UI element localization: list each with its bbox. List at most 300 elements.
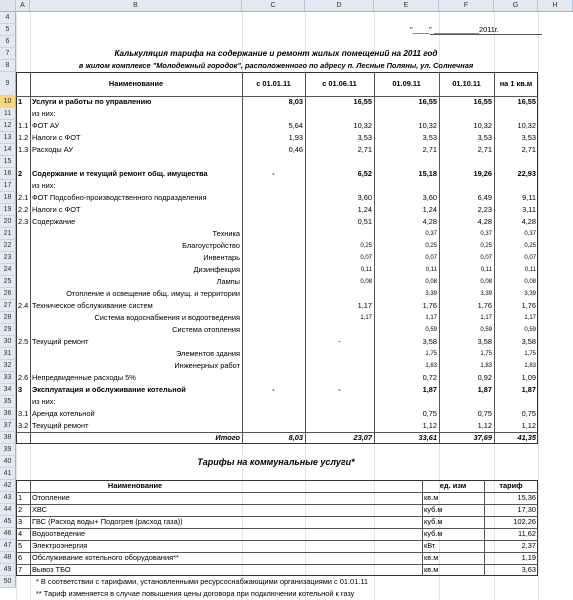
column-header-a[interactable]: A [16, 0, 30, 11]
value-cell-d[interactable]: 10,32 [353, 121, 372, 130]
value-cell-e[interactable]: 1,12 [422, 421, 437, 430]
value-cell-e[interactable]: 1,87 [422, 385, 437, 394]
value-cell-c[interactable]: - [272, 385, 275, 394]
value-cell-d[interactable]: - [338, 385, 341, 394]
row-name[interactable]: Текущий ремонт [32, 421, 89, 430]
value-cell-c[interactable] [242, 156, 305, 168]
tariff-index[interactable]: 1 [18, 493, 23, 502]
row-number[interactable]: 34 [0, 384, 16, 396]
value-cell-g[interactable]: 1,76 [521, 301, 536, 310]
row-index[interactable]: 2.3 [18, 217, 29, 226]
value-cell-e[interactable]: 0,11 [425, 267, 437, 273]
footnote-2[interactable]: ** Тариф изменяется в случае повышения цены договора при подключении котельной к газу [36, 589, 355, 598]
value-cell-g[interactable] [494, 156, 538, 168]
value-cell-d[interactable] [305, 180, 374, 192]
row-index[interactable] [16, 252, 30, 264]
value-cell-g[interactable]: 10,32 [517, 121, 536, 130]
value-cell-e[interactable]: 0,08 [425, 279, 437, 285]
value-cell-g[interactable]: 3,58 [521, 337, 536, 346]
tariff-unit[interactable]: кВт [424, 541, 436, 550]
value-cell-d[interactable]: - [338, 337, 341, 346]
row-name[interactable]: из них: [32, 397, 56, 406]
value-cell-g[interactable]: 0,07 [524, 255, 536, 261]
row-number[interactable]: 45 [0, 516, 16, 528]
row-number[interactable]: 33 [0, 372, 16, 384]
row-index[interactable]: 1.1 [18, 121, 29, 130]
value-cell-f[interactable] [439, 180, 494, 192]
row-number[interactable]: 18 [0, 192, 16, 204]
table1-header-col-g[interactable]: на 1 кв.м [499, 79, 533, 88]
tariff-value[interactable]: 15,36 [517, 493, 536, 502]
value-cell-e[interactable]: 10,32 [418, 121, 437, 130]
row-name[interactable]: Эксплуатация и обслуживание котельной [32, 385, 186, 394]
tariff-unit[interactable]: кв.м [424, 553, 439, 562]
row-number[interactable]: 49 [0, 564, 16, 576]
value-cell-g[interactable]: 3,11 [522, 205, 536, 214]
row-number[interactable]: 37 [0, 420, 16, 432]
value-cell-f[interactable]: 37,69 [473, 433, 492, 442]
table1-header-col-d[interactable]: с 01.06.11 [322, 79, 357, 88]
calc-title[interactable]: Калькуляция тарифа на содержание и ремонт жилых помещений на 2011 год [114, 49, 438, 58]
tariff-name[interactable]: Водоотведение [32, 529, 86, 538]
value-cell-d[interactable] [305, 348, 374, 360]
value-cell-e[interactable] [374, 396, 439, 408]
row-name[interactable]: Содержание и текущий ремонт общ. имущества [32, 169, 208, 178]
value-cell-c[interactable] [242, 216, 305, 228]
value-cell-e[interactable]: 1,83 [425, 363, 437, 369]
value-cell-d[interactable]: 23,07 [353, 433, 372, 442]
value-cell-d[interactable]: 2,71 [357, 145, 372, 154]
row-number[interactable]: 8 [0, 60, 16, 72]
value-cell-g[interactable] [494, 180, 538, 192]
row-index[interactable] [16, 312, 30, 324]
value-cell-g[interactable]: 1,12 [521, 421, 536, 430]
value-cell-f[interactable]: 10,32 [473, 121, 492, 130]
value-cell-e[interactable] [374, 108, 439, 120]
row-index[interactable] [16, 240, 30, 252]
value-cell-c[interactable] [242, 312, 305, 324]
value-cell-g[interactable] [494, 108, 538, 120]
row-number[interactable]: 21 [0, 228, 16, 240]
value-cell-f[interactable]: 1,12 [477, 421, 492, 430]
value-cell-c[interactable] [242, 360, 305, 372]
row-name[interactable]: Инвентарь [203, 253, 240, 262]
row-name[interactable]: из них: [32, 181, 56, 190]
value-cell-g[interactable]: 0,11 [524, 267, 536, 273]
value-cell-c[interactable] [242, 240, 305, 252]
row-number[interactable]: 28 [0, 312, 16, 324]
tariff-name[interactable]: ГВС (Расход воды+ Подогрев (расход газа)) [32, 517, 183, 526]
value-cell-c[interactable] [242, 192, 305, 204]
value-cell-c[interactable] [242, 180, 305, 192]
row-index[interactable]: 2.6 [18, 373, 29, 382]
row-name[interactable]: ФОТ Подсобно-производственного подразделения [32, 193, 207, 202]
value-cell-d[interactable] [305, 324, 374, 336]
value-cell-d[interactable] [305, 408, 374, 420]
value-cell-e[interactable]: 0,07 [425, 255, 437, 261]
row-name[interactable]: Текущий ремонт [32, 337, 89, 346]
value-cell-c[interactable]: 5,64 [288, 121, 303, 130]
tariff-unit[interactable]: кв.м [424, 565, 439, 574]
row-index[interactable]: 1.3 [18, 145, 29, 154]
value-cell-d[interactable] [305, 156, 374, 168]
tariff-index[interactable]: 2 [18, 505, 23, 514]
value-cell-e[interactable]: 3,58 [422, 337, 437, 346]
value-cell-f[interactable]: 0,11 [480, 267, 492, 273]
value-cell-d[interactable] [305, 396, 374, 408]
row-number[interactable]: 7 [0, 48, 16, 60]
value-cell-f[interactable]: 1,75 [480, 351, 492, 357]
value-cell-f[interactable]: 0,07 [480, 255, 492, 261]
value-cell-c[interactable] [242, 408, 305, 420]
tariff-unit[interactable]: куб.м [424, 517, 443, 526]
row-name[interactable]: Элементов здания [175, 349, 240, 358]
row-index[interactable]: 1 [18, 97, 23, 106]
value-cell-g[interactable]: 4,28 [521, 217, 536, 226]
value-cell-c[interactable]: 1,93 [288, 133, 303, 142]
row-index[interactable] [16, 180, 30, 192]
row-index[interactable] [16, 432, 30, 444]
row-number[interactable]: 31 [0, 348, 16, 360]
tariff-value[interactable]: 17,30 [517, 505, 536, 514]
table2-header-unit[interactable]: ед. изм [439, 481, 467, 490]
value-cell-e[interactable]: 1,17 [425, 315, 437, 321]
value-cell-d[interactable] [305, 228, 374, 240]
row-name[interactable]: Аренда котельной [32, 409, 95, 418]
value-cell-c[interactable] [242, 228, 305, 240]
value-cell-e[interactable]: 3,53 [422, 133, 437, 142]
value-cell-f[interactable]: 1,76 [477, 301, 492, 310]
value-cell-f[interactable]: 4,28 [477, 217, 492, 226]
tariff-index[interactable]: 5 [18, 541, 23, 550]
value-cell-f[interactable]: 19,26 [473, 169, 492, 178]
row-name[interactable]: Техника [212, 229, 240, 238]
row-number[interactable]: 16 [0, 168, 16, 180]
value-cell-f[interactable]: 0,37 [480, 231, 492, 237]
calc-subtitle[interactable]: в жилом комплексе "Молодежный городок", расположенного по адресу п. Лесные Поляны, ул. Солнечная [78, 61, 474, 70]
row-number[interactable]: 50 [0, 576, 16, 588]
row-name[interactable]: Непредвиденные расходы 5% [32, 373, 136, 382]
row-index[interactable]: 2.5 [18, 337, 29, 346]
value-cell-d[interactable]: 0,51 [357, 217, 372, 226]
row-index[interactable] [16, 396, 30, 408]
value-cell-g[interactable]: 1,17 [524, 315, 536, 321]
tariff-unit[interactable]: куб.м [424, 505, 443, 514]
tariff-index[interactable]: 4 [18, 529, 23, 538]
value-cell-g[interactable]: 0,08 [524, 279, 536, 285]
row-number[interactable]: 35 [0, 396, 16, 408]
value-cell-e[interactable] [374, 156, 439, 168]
tariff-index[interactable]: 7 [18, 565, 23, 574]
value-cell-c[interactable] [242, 204, 305, 216]
value-cell-f[interactable]: 2,23 [477, 205, 492, 214]
row-number[interactable]: 19 [0, 204, 16, 216]
row-name[interactable]: Отопление и освещение общ. имущ. и территории [66, 289, 240, 298]
tariffs-title[interactable]: Тарифы на коммунальные услуги* [197, 457, 355, 467]
tariff-name[interactable]: Электроэнергия [32, 541, 88, 550]
value-cell-f[interactable]: 0,92 [477, 373, 492, 382]
row-number[interactable]: 40 [0, 456, 16, 468]
row-number[interactable]: 27 [0, 300, 16, 312]
value-cell-f[interactable]: 0,08 [480, 279, 492, 285]
table1-header-name[interactable]: Наименование [108, 79, 164, 88]
value-cell-e[interactable]: 16,55 [418, 97, 437, 106]
value-cell-e[interactable]: 0,59 [425, 327, 437, 333]
row-number[interactable]: 25 [0, 276, 16, 288]
value-cell-e[interactable]: 4,28 [422, 217, 437, 226]
value-cell-g[interactable]: 3,39 [524, 291, 536, 297]
row-index[interactable]: 2 [18, 169, 23, 178]
row-name[interactable]: Благоустройство [182, 241, 240, 250]
value-cell-f[interactable]: 1,87 [477, 385, 492, 394]
value-cell-g[interactable]: 9,11 [522, 193, 536, 202]
value-cell-e[interactable]: 0,75 [422, 409, 437, 418]
row-number[interactable]: 6 [0, 36, 16, 48]
tariff-value[interactable]: 11,62 [518, 529, 536, 538]
value-cell-c[interactable]: 8,03 [288, 433, 303, 442]
value-cell-d[interactable]: 3,53 [357, 133, 372, 142]
value-cell-e[interactable]: 0,72 [422, 373, 437, 382]
value-cell-f[interactable] [439, 396, 494, 408]
tariff-index[interactable]: 3 [18, 517, 23, 526]
value-cell-g[interactable]: 0,25 [524, 243, 536, 249]
value-cell-f[interactable] [439, 156, 494, 168]
value-cell-e[interactable]: 0,37 [425, 231, 437, 237]
row-number[interactable]: 41 [0, 468, 16, 480]
row-number[interactable]: 29 [0, 324, 16, 336]
row-index[interactable] [16, 276, 30, 288]
value-cell-f[interactable]: 1,83 [480, 363, 492, 369]
table1-header-col-f[interactable]: 01.10.11 [452, 79, 481, 88]
value-cell-c[interactable]: 8,03 [288, 97, 303, 106]
value-cell-g[interactable]: 22,93 [517, 169, 536, 178]
value-cell-g[interactable]: 1,09 [521, 373, 536, 382]
row-number[interactable]: 30 [0, 336, 16, 348]
value-cell-g[interactable]: 1,83 [524, 363, 536, 369]
row-index[interactable] [16, 228, 30, 240]
row-name[interactable]: Инженерных работ [174, 361, 240, 370]
row-number[interactable]: 46 [0, 528, 16, 540]
value-cell-f[interactable]: 1,17 [480, 315, 492, 321]
value-cell-c[interactable] [242, 264, 305, 276]
row-name[interactable]: Содержание [32, 217, 76, 226]
row-index[interactable]: 2.1 [18, 193, 29, 202]
row-index[interactable] [16, 288, 30, 300]
value-cell-g[interactable]: 1,75 [524, 351, 536, 357]
value-cell-d[interactable]: 3,60 [357, 193, 372, 202]
row-index[interactable] [16, 324, 30, 336]
value-cell-d[interactable]: 1,17 [360, 315, 372, 321]
value-cell-c[interactable] [242, 348, 305, 360]
column-header-f[interactable]: F [439, 0, 494, 11]
value-cell-g[interactable]: 0,59 [524, 327, 536, 333]
row-number[interactable]: 20 [0, 216, 16, 228]
value-cell-c[interactable] [242, 324, 305, 336]
value-cell-c[interactable] [242, 300, 305, 312]
row-number[interactable]: 10 [0, 96, 16, 108]
value-cell-f[interactable]: 0,25 [480, 243, 492, 249]
row-number[interactable]: 11 [0, 108, 16, 120]
value-cell-e[interactable] [374, 180, 439, 192]
value-cell-e[interactable]: 2,71 [422, 145, 437, 154]
table2-header-name[interactable]: Наименование [107, 481, 163, 490]
tariff-name[interactable]: ХВС [32, 505, 47, 514]
row-number[interactable]: 13 [0, 132, 16, 144]
row-index[interactable] [16, 264, 30, 276]
tariff-name[interactable]: Отопление [32, 493, 70, 502]
column-header-d[interactable]: D [305, 0, 374, 11]
row-name[interactable]: Налоги с ФОТ [32, 205, 81, 214]
value-cell-e[interactable]: 0,25 [425, 243, 437, 249]
value-cell-f[interactable]: 3,53 [477, 133, 492, 142]
value-cell-d[interactable] [305, 372, 374, 384]
tariff-value[interactable]: 3,63 [521, 565, 536, 574]
value-cell-g[interactable]: 41,35 [517, 433, 536, 442]
row-number[interactable]: 36 [0, 408, 16, 420]
row-name[interactable]: Расходы АУ [32, 145, 74, 154]
value-cell-d[interactable] [305, 360, 374, 372]
column-header-c[interactable]: C [242, 0, 305, 11]
tariff-value[interactable]: 2,37 [521, 541, 536, 550]
value-cell-g[interactable]: 0,75 [521, 409, 536, 418]
column-header-b[interactable]: B [30, 0, 242, 11]
row-number[interactable]: 14 [0, 144, 16, 156]
value-cell-c[interactable] [242, 276, 305, 288]
value-cell-g[interactable] [494, 396, 538, 408]
tariff-unit[interactable]: куб.м [424, 529, 443, 538]
row-number[interactable]: 42 [0, 480, 16, 492]
value-cell-f[interactable]: 0,75 [477, 409, 492, 418]
value-cell-e[interactable]: 15,18 [418, 169, 437, 178]
row-number[interactable]: 15 [0, 156, 16, 168]
table2-header-tariff[interactable]: тариф [499, 481, 523, 490]
row-number[interactable]: 22 [0, 240, 16, 252]
value-cell-c[interactable] [242, 252, 305, 264]
value-cell-d[interactable]: 0,11 [360, 267, 372, 273]
value-cell-f[interactable]: 16,55 [473, 97, 492, 106]
tariff-value[interactable]: 1,19 [521, 553, 536, 562]
row-name[interactable]: Лампы [216, 277, 240, 286]
value-cell-e[interactable]: 1,24 [422, 205, 437, 214]
row-name[interactable]: Услуги и работы по управлению [32, 97, 152, 106]
row-index[interactable]: 3 [18, 385, 23, 394]
row-name[interactable]: ФОТ АУ [32, 121, 60, 130]
value-cell-e[interactable]: 1,76 [422, 301, 437, 310]
date-line[interactable]: "____" ___________2011г. [410, 25, 499, 34]
row-index[interactable]: 3.1 [18, 409, 29, 418]
value-cell-e[interactable]: 3,60 [422, 193, 437, 202]
value-cell-g[interactable]: 2,71 [521, 145, 536, 154]
column-header-g[interactable]: G [494, 0, 538, 11]
row-index[interactable] [16, 108, 30, 120]
value-cell-d[interactable]: 0,25 [360, 243, 372, 249]
row-index[interactable] [16, 360, 30, 372]
value-cell-d[interactable]: 1,17 [357, 301, 372, 310]
value-cell-c[interactable]: 0,46 [288, 145, 303, 154]
column-header-h[interactable]: H [538, 0, 573, 11]
value-cell-c[interactable]: - [272, 169, 275, 178]
row-number[interactable]: 23 [0, 252, 16, 264]
value-cell-c[interactable] [242, 396, 305, 408]
row-number[interactable]: 47 [0, 540, 16, 552]
value-cell-c[interactable] [242, 288, 305, 300]
tariff-name[interactable]: Вывоз ТБО [32, 565, 71, 574]
value-cell-d[interactable]: 1,24 [357, 205, 372, 214]
table1-header-col-c[interactable]: с 01.01.11 [256, 79, 291, 88]
row-name[interactable]: Налоги с ФОТ [32, 133, 81, 142]
value-cell-d[interactable] [305, 420, 374, 432]
row-index[interactable]: 2.4 [18, 301, 29, 310]
row-index[interactable]: 1.2 [18, 133, 29, 142]
row-number[interactable]: 17 [0, 180, 16, 192]
value-cell-d[interactable] [305, 288, 374, 300]
footnote-1[interactable]: * В соответствии с тарифами, установленными ресурсоснабжающими организациями с 01.01.11 [36, 577, 368, 586]
row-index[interactable] [16, 156, 30, 168]
value-cell-c[interactable] [242, 108, 305, 120]
row-number[interactable]: 4 [0, 12, 16, 24]
column-header-e[interactable]: E [374, 0, 439, 11]
row-name[interactable]: Система водоснабжения и водоотведения [94, 313, 240, 322]
row-name[interactable]: Техническое обслуживание систем [32, 301, 153, 310]
row-number[interactable]: 26 [0, 288, 16, 300]
value-cell-c[interactable] [242, 372, 305, 384]
value-cell-f[interactable]: 2,71 [477, 145, 492, 154]
value-cell-g[interactable]: 16,55 [517, 97, 536, 106]
row-number[interactable]: 43 [0, 492, 16, 504]
value-cell-f[interactable]: 6,49 [477, 193, 492, 202]
table1-header-col-e[interactable]: 01.09.11 [392, 79, 421, 88]
row-name[interactable]: Итого [215, 433, 240, 442]
row-index[interactable] [16, 348, 30, 360]
value-cell-f[interactable] [439, 108, 494, 120]
row-number[interactable]: 48 [0, 552, 16, 564]
value-cell-g[interactable]: 1,87 [521, 385, 536, 394]
row-number[interactable]: 38 [0, 432, 16, 444]
select-all-corner[interactable] [0, 0, 16, 11]
row-number[interactable]: 32 [0, 360, 16, 372]
value-cell-d[interactable]: 0,08 [360, 279, 372, 285]
row-index[interactable]: 2.2 [18, 205, 29, 214]
row-name[interactable] [30, 156, 242, 168]
tariff-name[interactable]: Обслуживание котельного оборудования** [32, 553, 179, 562]
value-cell-f[interactable]: 3,39 [480, 291, 492, 297]
row-index[interactable]: 3.2 [18, 421, 29, 430]
value-cell-d[interactable]: 16,55 [353, 97, 372, 106]
value-cell-e[interactable]: 33,61 [418, 433, 437, 442]
value-cell-g[interactable]: 0,37 [524, 231, 536, 237]
value-cell-f[interactable]: 3,58 [477, 337, 492, 346]
row-number[interactable]: 12 [0, 120, 16, 132]
value-cell-g[interactable]: 3,53 [521, 133, 536, 142]
tariff-index[interactable]: 6 [18, 553, 23, 562]
row-name[interactable]: Система отопления [172, 325, 240, 334]
value-cell-f[interactable]: 0,59 [480, 327, 492, 333]
row-name[interactable]: Дизинфекция [193, 265, 240, 274]
row-number[interactable]: 39 [0, 444, 16, 456]
value-cell-d[interactable] [305, 108, 374, 120]
row-number[interactable]: 9 [0, 72, 16, 96]
value-cell-e[interactable]: 3,39 [425, 291, 437, 297]
row-number[interactable]: 24 [0, 264, 16, 276]
tariff-value[interactable]: 102,26 [513, 517, 536, 526]
row-number[interactable]: 44 [0, 504, 16, 516]
value-cell-e[interactable]: 1,75 [425, 351, 437, 357]
value-cell-d[interactable]: 6,52 [357, 169, 372, 178]
row-name[interactable]: из них: [32, 109, 56, 118]
tariff-unit[interactable]: кв.м [424, 493, 439, 502]
row-number[interactable]: 5 [0, 24, 16, 36]
value-cell-d[interactable]: 0,07 [360, 255, 372, 261]
